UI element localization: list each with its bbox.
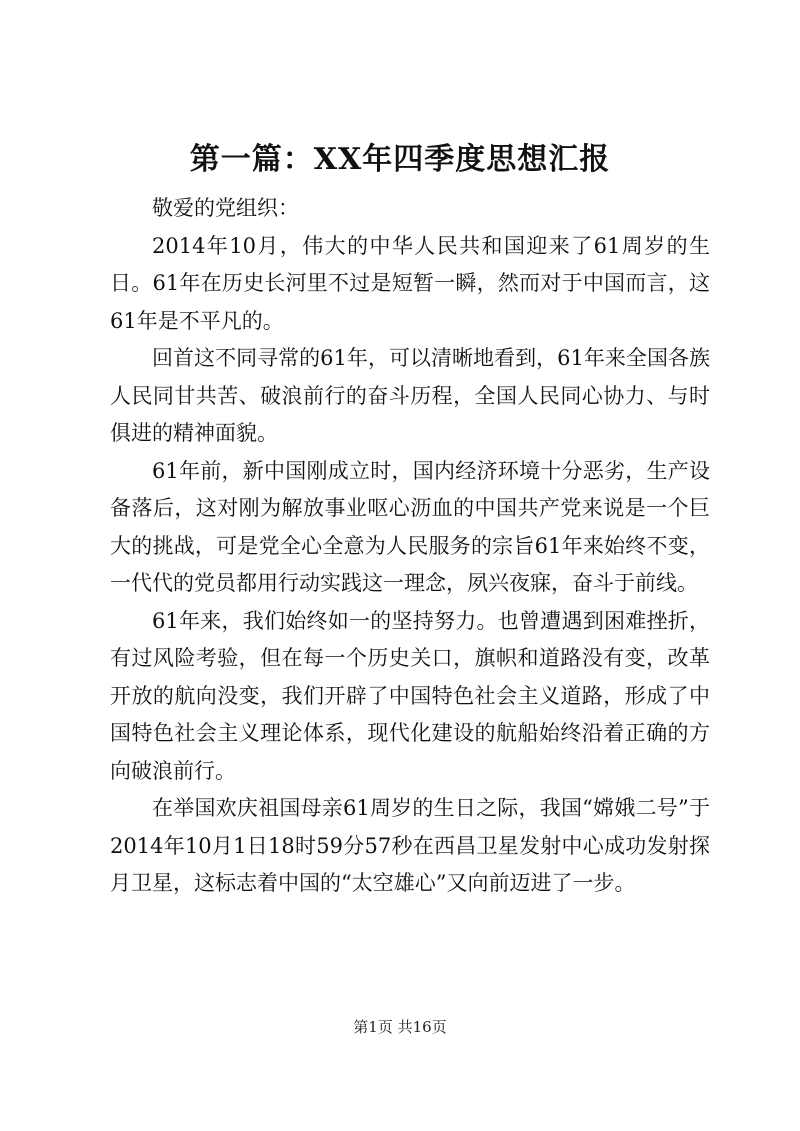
paragraph-3: 61年前，新中国刚成立时，国内经济环境十分恶劣，生产设备落后，这对刚为解放事业呕心沥血的中国共产党来说是一个巨大的挑战，可是党全心全意为人民服务的宗旨61年来始终不变，一代代的党员都用行动实践这一理念，夙兴夜寐，奋斗于前线。 <box>110 458 710 595</box>
document-body <box>110 190 710 903</box>
salutation: 敬爱的党组织： <box>152 196 299 220</box>
paragraph-5: 在举国欢庆祖国母亲61周岁的生日之际，我国“嫦娥二号”于2014年10月1日18时59分57秒在西昌卫星发射中心成功发射探月卫星，这标志着中国的“太空雄心”又向前迈进了一步。 <box>110 796 710 895</box>
paragraph-2: 回首这不同寻常的61年，可以清晰地看到，61年来全国各族人民同甘共苦、破浪前行的奋斗历程，全国人民同心协力、与时俱进的精神面貌。 <box>110 346 710 445</box>
paragraph-1: 2014年10月，伟大的中华人民共和国迎来了61周岁的生日。61年在历史长河里不过是短暂一瞬，然而对于中国而言，这61年是不平凡的。 <box>110 233 710 333</box>
page-footer: 第1页 共16页 <box>353 1018 447 1036</box>
document-title: 第一篇：XX年四季度思想汇报 <box>189 142 611 177</box>
paragraph-4: 61年来，我们始终如一的坚持努力。也曾遭遇到困难挫折，有过风险考验，但在每一个历史关口，旗帜和道路没有变，改革开放的航向没变，我们开辟了中国特色社会主义道路，形成了中国特色社会主义理论体系，现代化建设的航船始终沿着正确的方向破浪前行。 <box>110 608 710 783</box>
